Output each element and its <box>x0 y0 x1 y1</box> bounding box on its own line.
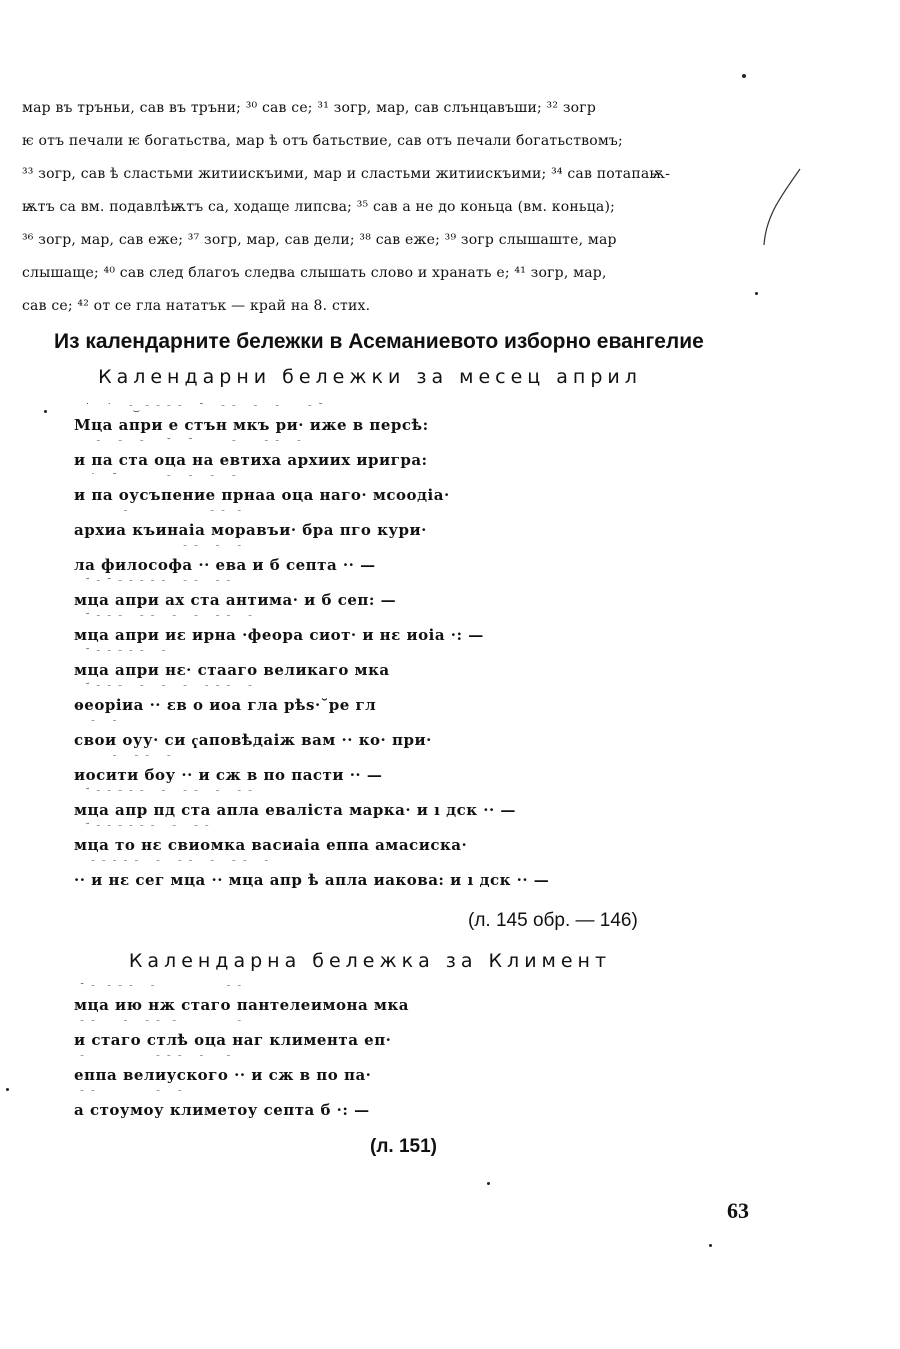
old-script-line: и па оусъпение прнаа оца наго· мсоодіа· <box>74 486 450 504</box>
old-script-line: а стоумоу климетоу септа б ·: — <box>74 1101 370 1119</box>
scan-speck <box>6 1088 9 1091</box>
old-script-line: иосити боу ·· и сж в по пасти ·· — <box>74 766 383 784</box>
margin-pencil-mark <box>752 165 812 285</box>
folio-reference: (л. 151) <box>370 1136 437 1157</box>
old-script-line: и стаго стлѣ оца наг климента еп· <box>74 1031 392 1049</box>
subheading-april: Календарни бележки за месец април <box>98 366 642 388</box>
scan-speck <box>487 1182 490 1185</box>
old-script-line: еппа велиуского ·· и сж в по па· <box>74 1066 372 1084</box>
diacritic-row: ⁻ ⁻ ⁻ ˘ ˘ ⁻ ⁻ ⁻ ⁻ <box>74 438 302 448</box>
footnote-line: ѥ отъ печали ѥ богатьства, мар ѣ отъ батьствие, сав отъ печали богатьствомъ; <box>22 133 623 149</box>
old-script-line: архиа къинаіа моравъи· бра пго кури· <box>74 521 427 539</box>
footnote-line: сав се; ⁴² от се гла нататък — край на 8. стих. <box>22 298 371 314</box>
scan-speck <box>742 74 746 78</box>
section-heading: Из календарните бележки в Асеманиевото изборно евангелие <box>54 330 704 353</box>
diacritic-row: ⁻ ⁻ ⁻ ⁻ <box>74 543 242 553</box>
footnote-line: ³⁶ зогр, мар, сав еже; ³⁷ зогр, мар, сав дели; ³⁸ сав еже; ³⁹ зогр слышаште, мар <box>22 232 617 248</box>
scan-speck <box>709 1244 712 1247</box>
old-script-line: свои оуу· си ҁаповѣдаіж вам ·· ко· при· <box>74 731 432 749</box>
old-script-line: мца то нε свиомка васиаіа еппа амасиска· <box>74 836 468 854</box>
scan-speck <box>44 410 47 413</box>
old-script-line: ·· и нε сег мца ·· мца апр ѣ апла иакова: и ı дск ·· — <box>74 871 550 889</box>
diacritic-row: ˘ ⁻ ⁻ ⁻ ⁻ ⁻ ⁻ ⁻ ⁻ ⁻ ⁻ ⁻ <box>74 788 253 798</box>
diacritic-row: ˙ ˘ ⁻ ⁻ ⁻ ⁻ <box>74 473 237 483</box>
diacritic-row: ⁻ ⁻ <box>74 718 118 728</box>
page-number: 63 <box>727 1198 749 1223</box>
diacritic-row: ˘ ⁻ ⁻ ⁻ ⁻ ⁻ ⁻ ⁻ ⁻ ⁻ ⁻ <box>74 613 253 623</box>
old-script-line: ла философа ·· ева и б септа ·· — <box>74 556 376 574</box>
old-script-line: мца апри нε· стааго великаго мка <box>74 661 390 679</box>
subheading-kliment: Календарна бележка за Климент <box>128 950 612 972</box>
diacritic-row: ˘ ⁻ ⁻ ⁻ ⁻ ⁻ ⁻ <box>74 648 167 658</box>
diacritic-row: ⁻ ⁻ ⁻ ⁻ <box>74 753 172 763</box>
footnote-block <box>22 92 762 323</box>
old-script-line: ѳеоріиа ·· εв о иоа гла рѣѕ·˘ре гл <box>74 696 377 714</box>
diacritic-row: ⁻ ⁻ ⁻ ⁻ <box>74 508 242 518</box>
april-notes-block <box>74 402 714 892</box>
old-script-line: и па ста оца на евтиха архиих иригра: <box>74 451 428 469</box>
diacritic-row: ˘ ⁻ ⁻ ⁻ ⁻ ⁻ ⁻ ⁻ ⁻ ⁻ <box>74 823 210 833</box>
old-script-line: мца ию нж стаго пантелеимона мка <box>74 996 409 1014</box>
margin-stroke <box>764 169 800 245</box>
diacritic-row: ⁻ ⁻ ⁻ ⁻ ⁻ ⁻ <box>74 1053 232 1063</box>
old-script-line: мца апр пд ста апла еваліста марка· и ı дск ·· — <box>74 801 516 819</box>
diacritic-row: ⁻ ⁻ ⁻ ⁻ <box>74 1088 183 1098</box>
footnote-line: ³³ зогр, сав ѣ сластьми житиискъими, мар и сластьми житиискъими; ³⁴ сав потапаѭ- <box>22 166 671 182</box>
diacritic-row: ˙ ˙ ⁻‿ ⁻ ⁻ ⁻ ⁻ ˘ ⁻ ⁻ ⁻ ⁻ ⁻ ˘ <box>74 403 324 413</box>
old-script-line: мца апри ах ста антима· и б сеп: — <box>74 591 397 609</box>
diacritic-row: ˘ ⁻ ⁻ ⁻ ⁻ ⁻ ⁻ ⁻ <box>74 983 242 993</box>
footnote-line: слышаще; ⁴⁰ сав след благоъ следва слышать слово и хранать е; ⁴¹ зогр, мар, <box>22 265 607 281</box>
diacritic-row: ⁻ ⁻ ⁻ ⁻ ⁻ ⁻ ⁻ <box>74 1018 242 1028</box>
scan-speck <box>755 292 758 295</box>
diacritic-row: ⁻ ⁻ ⁻ ⁻ ⁻ ⁻ ⁻ ⁻ ⁻ ⁻ ⁻ ⁻ <box>74 858 270 868</box>
footnote-line: ѭтъ са вм. подавлѣѭтъ са, ходаще липсва; ³⁵ сав а не до коньца (вм. коньца); <box>22 199 616 215</box>
folio-reference: (л. 145 обр. — 146) <box>468 910 638 931</box>
diacritic-row: ˘ ⁻ ˘ ⁻ ⁻ ⁻ ⁻ ⁻ ⁻ ⁻ ⁻ ⁻ <box>74 578 232 588</box>
kliment-note-block <box>74 982 714 1122</box>
old-script-line: Мца апри е стън мкъ ри· иже в персѣ: <box>74 416 429 434</box>
footnote-line: мар въ тръньи, сав въ тръни; ³⁰ сав се; ³¹ зогр, мар, сав слънцавъши; ³² зогр <box>22 100 596 116</box>
diacritic-row: ˘ ⁻ ⁻ ⁻ ⁻ ⁻ ⁻ ⁻ ⁻ ⁻ ⁻ <box>74 683 253 693</box>
old-script-line: мца апри иε ирна ·феора сиот· и нε иоіа ·: — <box>74 626 484 644</box>
